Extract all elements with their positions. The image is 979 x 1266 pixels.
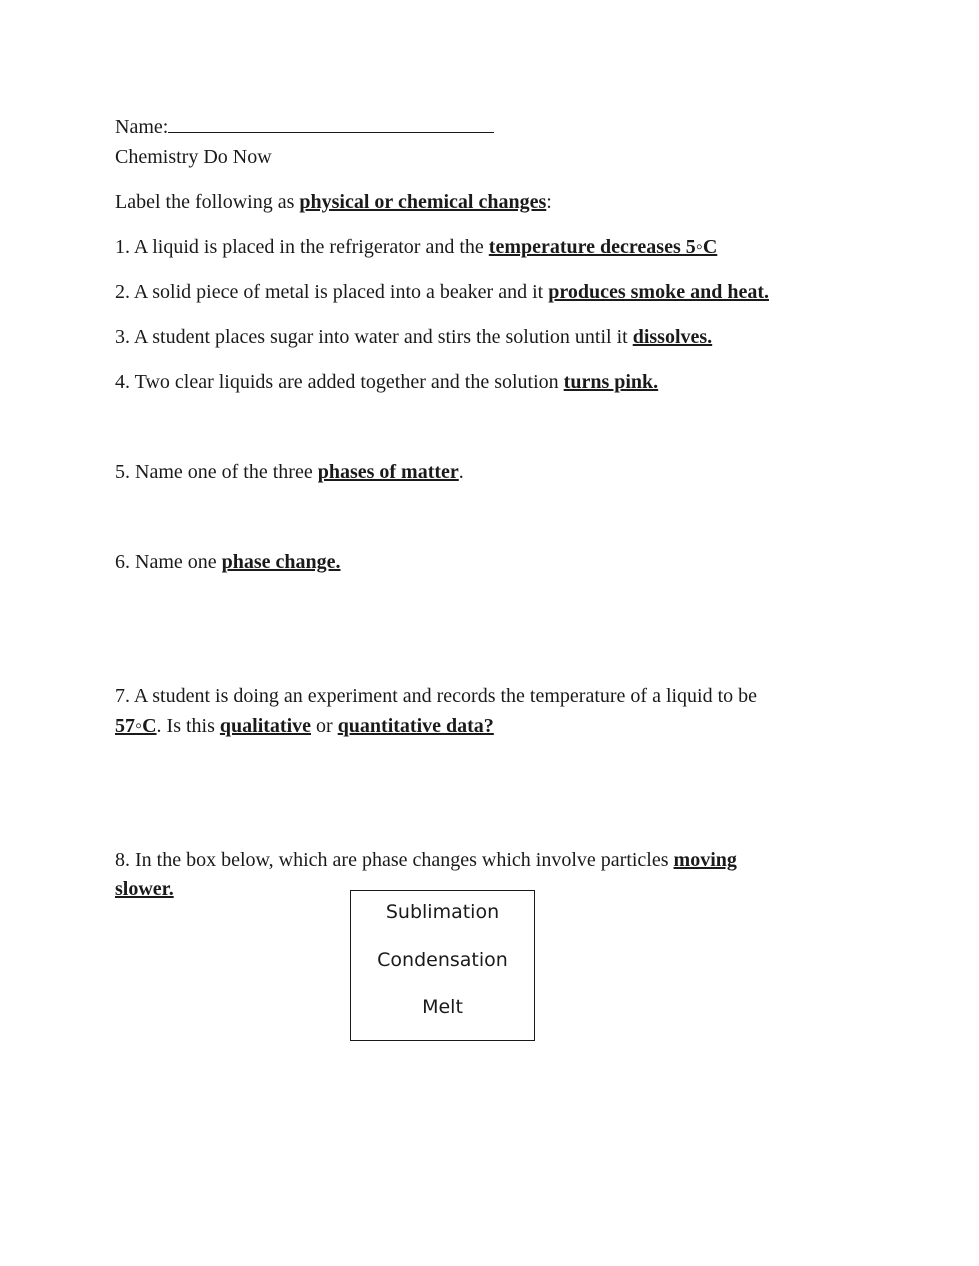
question-6: 6. Name one phase change. bbox=[115, 551, 341, 573]
question-7-line-1: 7. A student is doing an experiment and records the temperature of a liquid to be bbox=[115, 685, 758, 707]
phase-change-box bbox=[350, 890, 535, 1041]
box-option-sublimation: Sublimation bbox=[385, 901, 500, 923]
question-8-emphasis-1: moving bbox=[673, 849, 737, 871]
question-8-line-2 bbox=[115, 874, 174, 904]
question-1: 1. A liquid is placed in the refrigerator and the temperature decreases 5◦C bbox=[115, 236, 718, 258]
question-7-line-2: 57◦C. Is this qualitative or quantitative data? bbox=[115, 715, 494, 737]
question-2: 2. A solid piece of metal is placed into a beaker and it produces smoke and heat. bbox=[115, 281, 769, 303]
question-6-emphasis: phase change. bbox=[221, 551, 341, 573]
box-option-condensation: Condensation bbox=[377, 949, 508, 971]
question-3-emphasis: dissolves. bbox=[632, 326, 713, 348]
question-1-emphasis: temperature decreases 5◦C bbox=[488, 236, 718, 258]
question-8-line-1: 8. In the box below, which are phase changes which involve particles moving bbox=[115, 849, 737, 871]
name-blank-line[interactable] bbox=[168, 114, 494, 133]
quantitative-option: quantitative data? bbox=[337, 715, 494, 737]
name-label: Name: bbox=[115, 116, 169, 138]
question-5-emphasis: phases of matter bbox=[317, 461, 459, 483]
box-option-melt: Melt bbox=[422, 996, 463, 1018]
instruction: Label the following as physical or chemical changes: bbox=[115, 191, 552, 213]
instruction-emphasis: physical or chemical changes bbox=[299, 191, 547, 213]
question-4-emphasis: turns pink. bbox=[563, 371, 659, 393]
name-field bbox=[115, 112, 494, 142]
qualitative-option: qualitative bbox=[219, 715, 312, 737]
question-5: 5. Name one of the three phases of matter. bbox=[115, 461, 464, 483]
temperature-value: 57◦C bbox=[115, 715, 157, 737]
question-3: 3. A student places sugar into water and stirs the solution until it dissolves. bbox=[115, 326, 713, 348]
question-8-emphasis-2: slower. bbox=[115, 878, 174, 900]
page-title: Chemistry Do Now bbox=[115, 146, 272, 168]
question-4: 4. Two clear liquids are added together and the solution turns pink. bbox=[115, 371, 659, 393]
question-2-emphasis: produces smoke and heat. bbox=[548, 281, 769, 303]
worksheet-title bbox=[115, 142, 272, 172]
